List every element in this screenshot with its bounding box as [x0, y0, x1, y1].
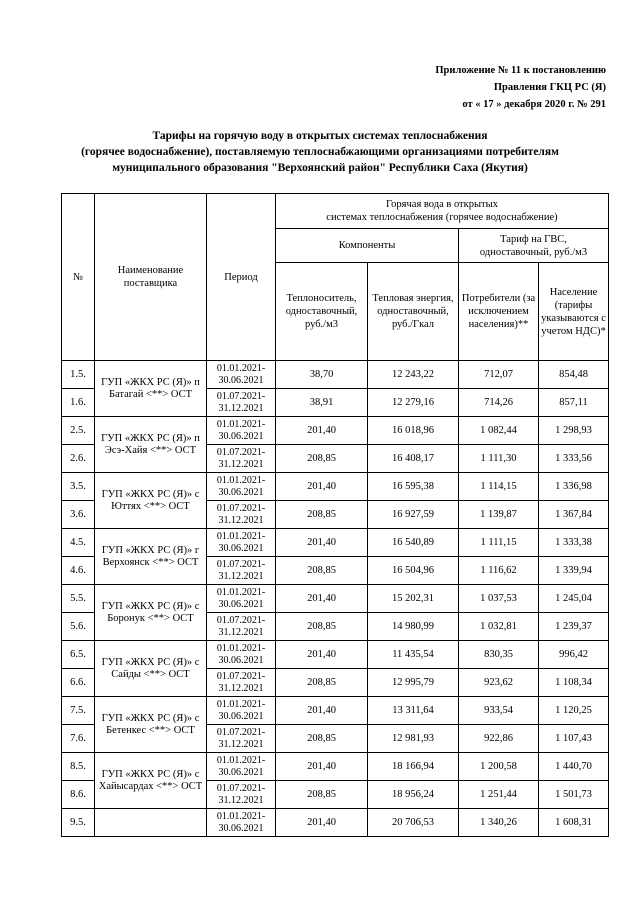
carrier-value: 208,85 — [276, 669, 368, 697]
consumers-value: 923,62 — [459, 669, 539, 697]
consumers-value: 1 200,58 — [459, 753, 539, 781]
period-cell: 01.07.2021-31.12.2021 — [207, 725, 276, 753]
header-tariff — [459, 229, 609, 263]
period-cell: 01.07.2021-31.12.2021 — [207, 781, 276, 809]
title-line-2: (горячее водоснабжение), поставляемую теплоснабжающими организациями потребителям — [81, 146, 559, 158]
header-tariff-line-1: Тариф на ГВС, — [500, 233, 567, 245]
consumers-value: 1 111,15 — [459, 529, 539, 557]
header-line-board: Правления ГКЦ РС (Я) — [493, 82, 606, 93]
header-hot-water-group — [276, 194, 609, 229]
population-value: 1 120,25 — [539, 697, 609, 725]
consumers-value: 1 082,44 — [459, 417, 539, 445]
population-value: 1 333,38 — [539, 529, 609, 557]
table-row — [62, 753, 609, 781]
carrier-value: 201,40 — [276, 473, 368, 501]
period-cell: 01.01.2021-30.06.2021 — [207, 753, 276, 781]
population-value: 1 440,70 — [539, 753, 609, 781]
carrier-value: 201,40 — [276, 809, 368, 837]
row-number: 7.6. — [62, 725, 95, 753]
period-cell: 01.07.2021-31.12.2021 — [207, 669, 276, 697]
supplier-name: ГУП «ЖКХ РС (Я)» с Сайды <**> ОСТ — [95, 641, 207, 697]
energy-value: 16 540,89 — [368, 529, 459, 557]
header-line-date: от « 17 » декабря 2020 г. № 291 — [462, 99, 606, 110]
population-value: 854,48 — [539, 361, 609, 389]
row-number: 2.5. — [62, 417, 95, 445]
supplier-name: ГУП «ЖКХ РС (Я)» с Хайысардах <**> ОСТ — [95, 753, 207, 809]
period-cell: 01.07.2021-31.12.2021 — [207, 501, 276, 529]
carrier-value: 208,85 — [276, 557, 368, 585]
energy-value: 18 166,94 — [368, 753, 459, 781]
row-number: 6.6. — [62, 669, 95, 697]
row-number: 3.6. — [62, 501, 95, 529]
energy-value: 12 243,22 — [368, 361, 459, 389]
carrier-value: 38,70 — [276, 361, 368, 389]
supplier-name: ГУП «ЖКХ РС (Я)» п Эсэ-Хайя <**> ОСТ — [95, 417, 207, 473]
population-value: 1 501,73 — [539, 781, 609, 809]
row-number: 1.6. — [62, 389, 95, 417]
consumers-value: 933,54 — [459, 697, 539, 725]
row-number: 4.6. — [62, 557, 95, 585]
carrier-value: 208,85 — [276, 725, 368, 753]
row-number: 9.5. — [62, 809, 95, 837]
period-cell: 01.01.2021-30.06.2021 — [207, 361, 276, 389]
consumers-value: 1 139,87 — [459, 501, 539, 529]
population-value: 1 107,43 — [539, 725, 609, 753]
table-row — [62, 697, 609, 725]
supplier-name: ГУП «ЖКХ РС (Я)» п Батагай <**> ОСТ — [95, 361, 207, 417]
consumers-value: 1 251,44 — [459, 781, 539, 809]
carrier-value: 201,40 — [276, 641, 368, 669]
header-num: № — [62, 194, 95, 361]
carrier-value: 201,40 — [276, 585, 368, 613]
header-tariff-line-2: одноставочный, руб./м3 — [479, 246, 588, 258]
energy-value: 12 279,16 — [368, 389, 459, 417]
population-value: 1 298,93 — [539, 417, 609, 445]
table-row — [62, 641, 609, 669]
title-line-1: Тарифы на горячую воду в открытых системах теплоснабжения — [152, 130, 488, 142]
table-row — [62, 417, 609, 445]
energy-value: 16 504,96 — [368, 557, 459, 585]
header-supplier: Наименование поставщика — [95, 194, 207, 361]
population-value: 1 608,31 — [539, 809, 609, 837]
energy-value: 11 435,54 — [368, 641, 459, 669]
carrier-value: 208,85 — [276, 781, 368, 809]
header-heat-carrier: Теплоноситель, одноставочный, руб./м3 — [276, 263, 368, 361]
population-value: 1 339,94 — [539, 557, 609, 585]
table-row — [62, 809, 609, 837]
period-cell: 01.07.2021-31.12.2021 — [207, 389, 276, 417]
row-number: 8.5. — [62, 753, 95, 781]
table-row — [62, 361, 609, 389]
supplier-name — [95, 809, 207, 837]
period-cell: 01.07.2021-31.12.2021 — [207, 557, 276, 585]
population-value: 1 239,37 — [539, 613, 609, 641]
consumers-value: 1 037,53 — [459, 585, 539, 613]
consumers-value: 1 340,26 — [459, 809, 539, 837]
header-consumers: Потребители (за исключением населения)** — [459, 263, 539, 361]
carrier-value: 38,91 — [276, 389, 368, 417]
period-cell: 01.01.2021-30.06.2021 — [207, 529, 276, 557]
header-period: Период — [207, 194, 276, 361]
document-title — [40, 128, 600, 176]
row-number: 3.5. — [62, 473, 95, 501]
document-header — [435, 62, 606, 113]
period-cell: 01.01.2021-30.06.2021 — [207, 585, 276, 613]
energy-value: 16 595,38 — [368, 473, 459, 501]
energy-value: 20 706,53 — [368, 809, 459, 837]
energy-value: 13 311,64 — [368, 697, 459, 725]
carrier-value: 208,85 — [276, 501, 368, 529]
consumers-value: 714,26 — [459, 389, 539, 417]
consumers-value: 1 114,15 — [459, 473, 539, 501]
table-row — [62, 585, 609, 613]
carrier-value: 208,85 — [276, 613, 368, 641]
carrier-value: 201,40 — [276, 753, 368, 781]
header-components: Компоненты — [276, 229, 459, 263]
energy-value: 12 995,79 — [368, 669, 459, 697]
period-cell: 01.01.2021-30.06.2021 — [207, 697, 276, 725]
supplier-name: ГУП «ЖКХ РС (Я)» с Бетенкес <**> ОСТ — [95, 697, 207, 753]
population-value: 1 333,56 — [539, 445, 609, 473]
consumers-value: 712,07 — [459, 361, 539, 389]
header-population: Население (тарифы указываются с учетом НДС)* — [539, 263, 609, 361]
energy-value: 15 202,31 — [368, 585, 459, 613]
period-cell: 01.01.2021-30.06.2021 — [207, 417, 276, 445]
supplier-name: ГУП «ЖКХ РС (Я)» с Юттях <**> ОСТ — [95, 473, 207, 529]
row-number: 2.6. — [62, 445, 95, 473]
energy-value: 16 018,96 — [368, 417, 459, 445]
population-value: 996,42 — [539, 641, 609, 669]
row-number: 8.6. — [62, 781, 95, 809]
row-number: 5.5. — [62, 585, 95, 613]
consumers-value: 922,86 — [459, 725, 539, 753]
period-cell: 01.07.2021-31.12.2021 — [207, 613, 276, 641]
row-number: 7.5. — [62, 697, 95, 725]
header-heat-energy: Тепловая энергия, одноставочный, руб./Гкал — [368, 263, 459, 361]
energy-value: 18 956,24 — [368, 781, 459, 809]
supplier-name: ГУП «ЖКХ РС (Я)» г Верхоянск <**> ОСТ — [95, 529, 207, 585]
energy-value: 16 927,59 — [368, 501, 459, 529]
period-cell: 01.01.2021-30.06.2021 — [207, 641, 276, 669]
energy-value: 16 408,17 — [368, 445, 459, 473]
consumers-value: 1 032,81 — [459, 613, 539, 641]
supplier-name: ГУП «ЖКХ РС (Я)» с Боронук <**> ОСТ — [95, 585, 207, 641]
population-value: 857,11 — [539, 389, 609, 417]
header-hot-water-line-2: системах теплоснабжения (горячее водоснабжение) — [326, 212, 558, 223]
table-row — [62, 529, 609, 557]
carrier-value: 201,40 — [276, 697, 368, 725]
header-hot-water-line-1: Горячая вода в открытых — [386, 199, 498, 210]
period-cell: 01.01.2021-30.06.2021 — [207, 809, 276, 837]
row-number: 4.5. — [62, 529, 95, 557]
period-cell: 01.01.2021-30.06.2021 — [207, 473, 276, 501]
tariff-table — [61, 193, 609, 837]
consumers-value: 1 111,30 — [459, 445, 539, 473]
table-row — [62, 473, 609, 501]
population-value: 1 336,98 — [539, 473, 609, 501]
carrier-value: 201,40 — [276, 417, 368, 445]
population-value: 1 245,04 — [539, 585, 609, 613]
row-number: 5.6. — [62, 613, 95, 641]
population-value: 1 367,84 — [539, 501, 609, 529]
energy-value: 12 981,93 — [368, 725, 459, 753]
title-line-3: муниципального образования "Верхоянский район" Республики Саха (Якутия) — [112, 162, 528, 174]
consumers-value: 830,35 — [459, 641, 539, 669]
period-cell: 01.07.2021-31.12.2021 — [207, 445, 276, 473]
header-line-appendix: Приложение № 11 к постановлению — [435, 65, 606, 76]
row-number: 1.5. — [62, 361, 95, 389]
table-header — [62, 194, 609, 361]
population-value: 1 108,34 — [539, 669, 609, 697]
consumers-value: 1 116,62 — [459, 557, 539, 585]
carrier-value: 201,40 — [276, 529, 368, 557]
table-body — [62, 361, 609, 837]
carrier-value: 208,85 — [276, 445, 368, 473]
energy-value: 14 980,99 — [368, 613, 459, 641]
row-number: 6.5. — [62, 641, 95, 669]
